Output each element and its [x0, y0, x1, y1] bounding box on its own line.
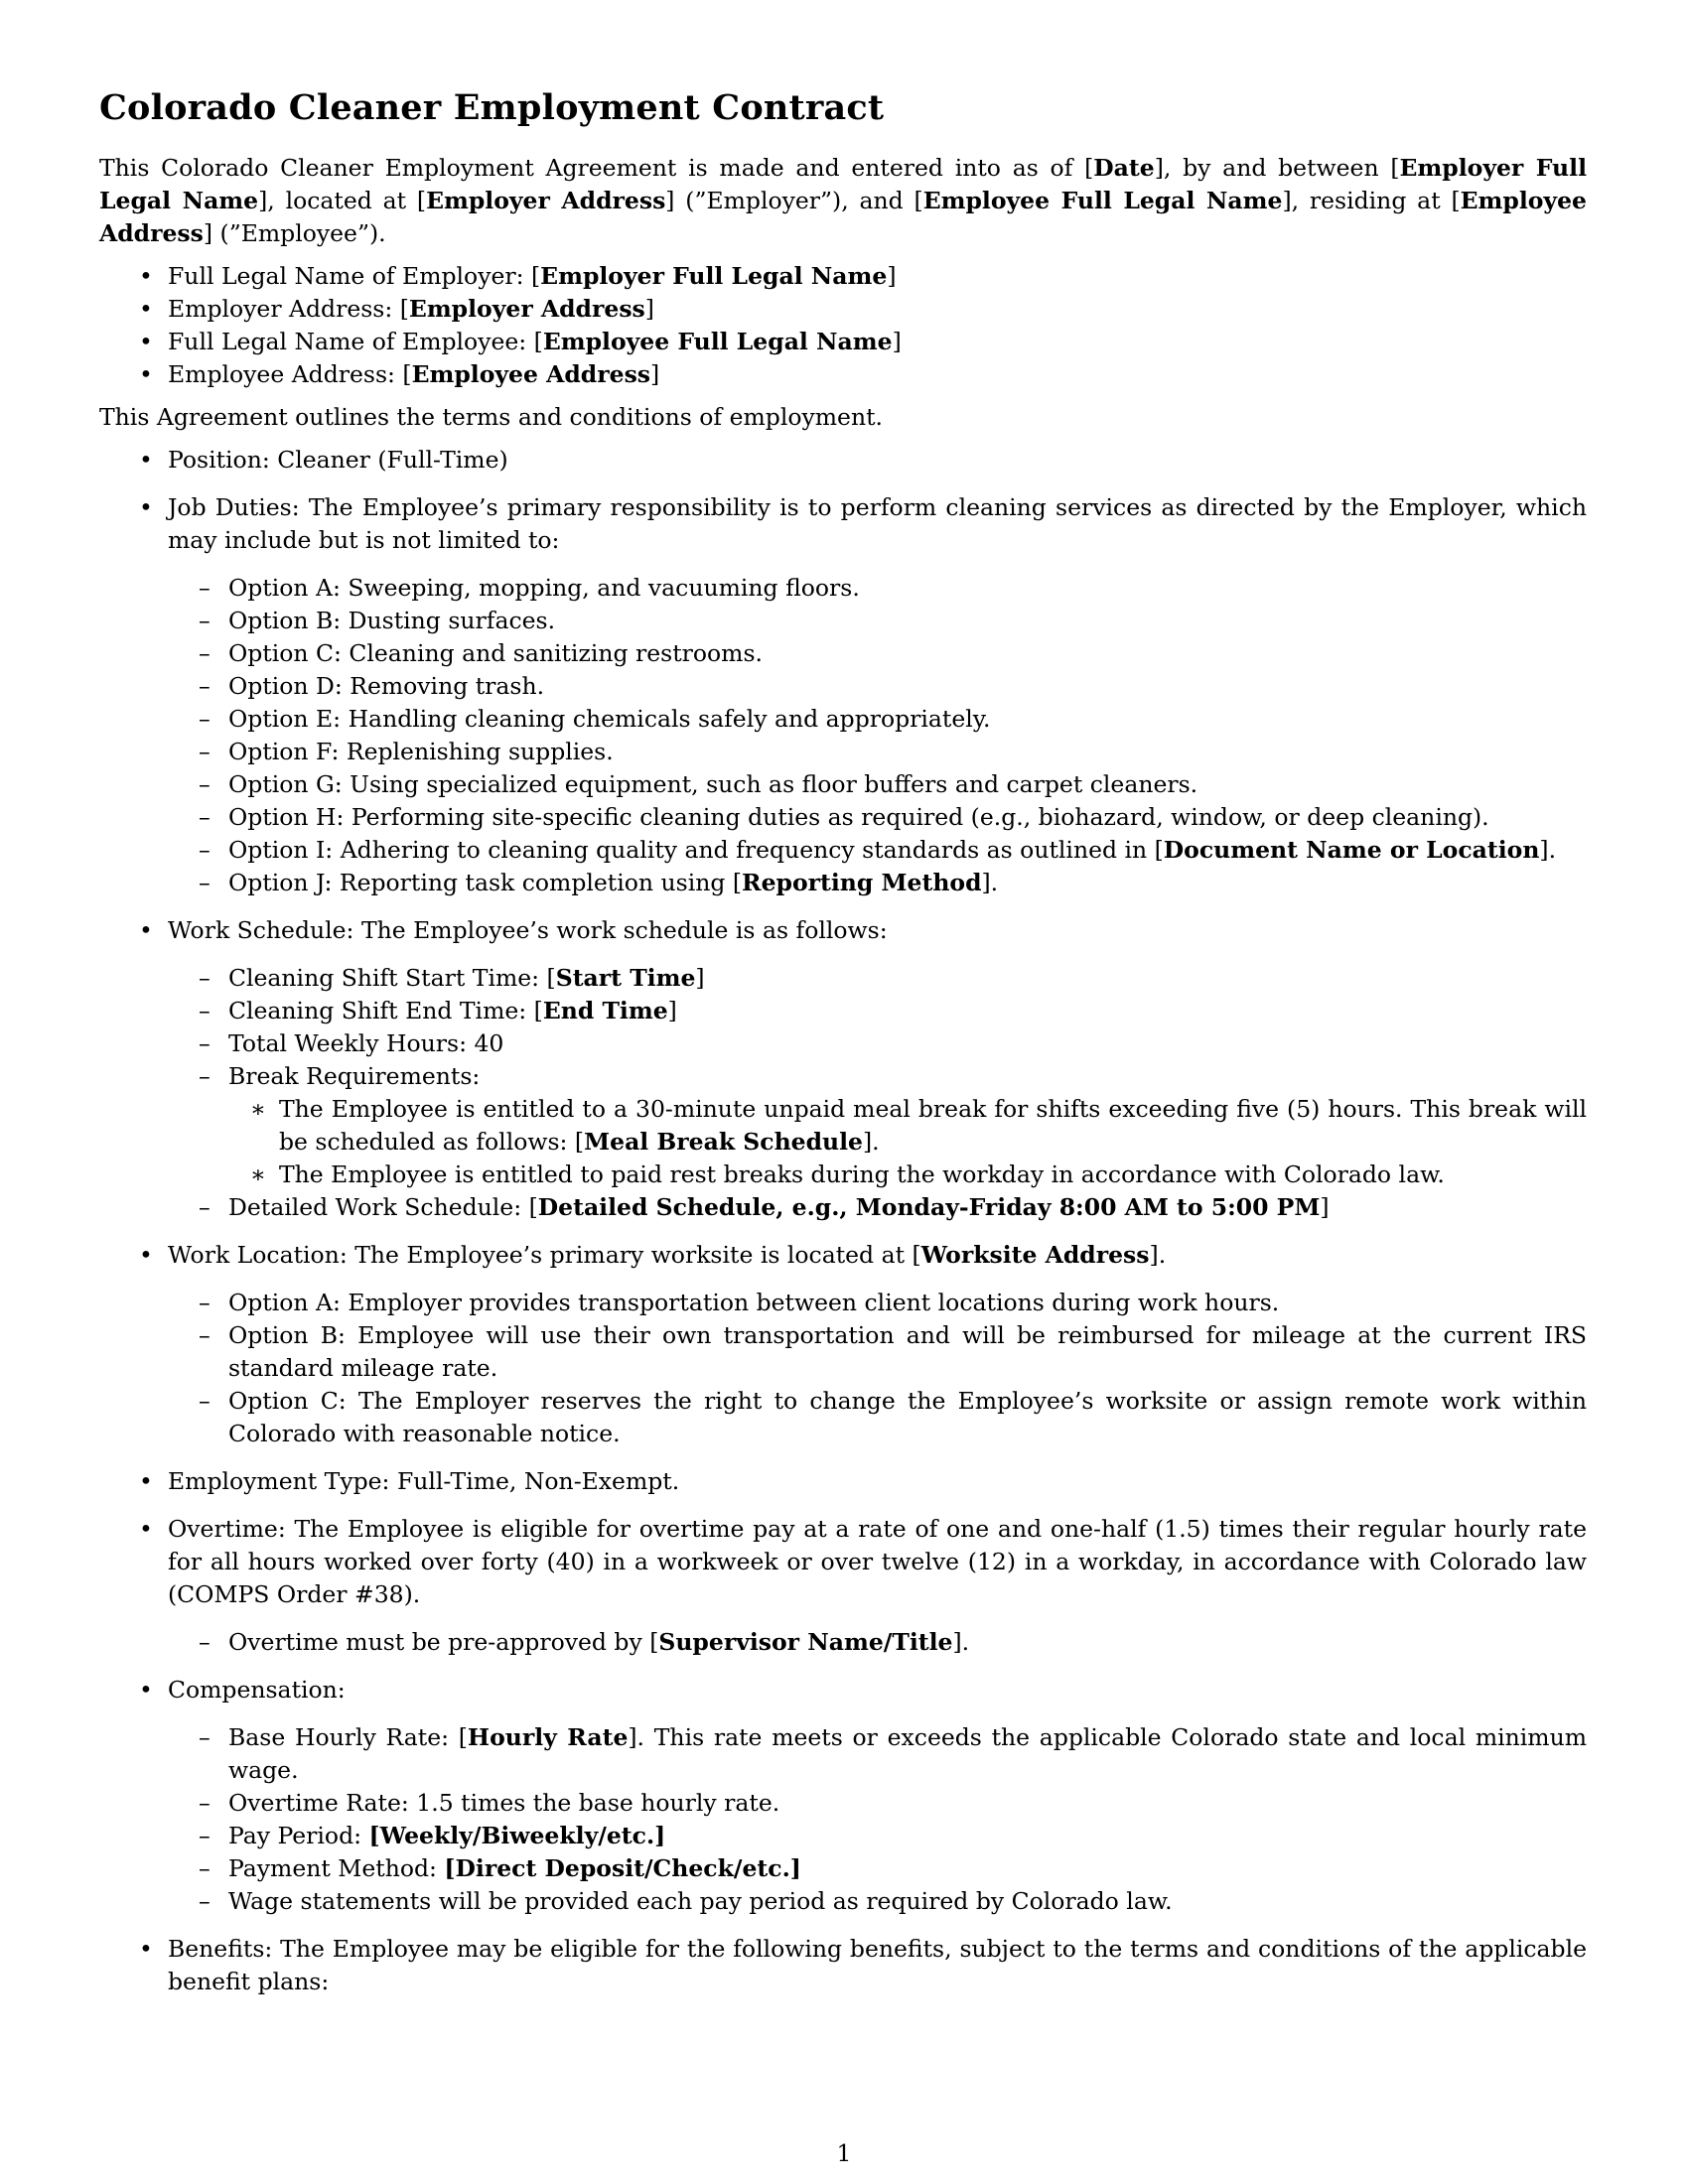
- worksite-placeholder: Worksite Address: [920, 1241, 1150, 1269]
- approval-text: Overtime must be pre-approved by [: [228, 1628, 659, 1656]
- meal-break-placeholder: Meal Break Schedule: [584, 1128, 864, 1156]
- list-item: [99, 293, 1587, 326]
- job-duties-text: Job Duties: The Employee’s primary responsibility is to perform cleaning services as directed by the Employer, which may include but is not limited to:: [168, 493, 1587, 554]
- list-item: – Total Weekly Hours: 40: [168, 1027, 1587, 1060]
- payment-method-placeholder: [Direct Deposit/Check/etc.]: [444, 1854, 801, 1882]
- pay-period-placeholder: [Weekly/Biweekly/etc.]: [368, 1822, 666, 1849]
- bracket: ]: [695, 964, 705, 992]
- hourly-rate-placeholder: Hourly Rate: [467, 1723, 629, 1751]
- break-requirements-list: [228, 1093, 1587, 1191]
- intro-text: ], residing at [: [1282, 187, 1461, 214]
- base-rate-label: Base Hourly Rate: [: [228, 1723, 468, 1751]
- option-end: ].: [1539, 836, 1557, 864]
- list-item: [168, 1626, 1587, 1659]
- list-item: [228, 1093, 1587, 1159]
- page-title: Colorado Cleaner Employment Contract: [99, 87, 885, 128]
- work-location-options: [168, 1287, 1587, 1450]
- list-item: [168, 1721, 1587, 1787]
- overtime-item: [99, 1513, 1587, 1659]
- list-item: [168, 1820, 1587, 1852]
- meal-break-text: The Employee is entitled to a 30-minute unpaid meal break for shifts exceeding five (5) hours. This break will be scheduled as follows: [: [279, 1095, 1587, 1156]
- intro-text: ], located at [: [258, 187, 427, 214]
- list-item: – Option C: The Employer reserves the right to change the Employee’s worksite or assign remote work within Colorado with reasonable notice.: [168, 1385, 1587, 1450]
- party-end: ]: [887, 262, 897, 290]
- document-page: [99, 85, 1587, 1998]
- base-rate-text: ]. This rate meets or exceeds the applicable Colorado state and local minimum wage.: [228, 1723, 1587, 1784]
- list-item: – Wage statements will be provided each pay period as required by Colorado law.: [168, 1885, 1587, 1918]
- party-label: Full Legal Name of Employer: [: [168, 262, 541, 290]
- list-item: – Overtime Rate: 1.5 times the base hourly rate.: [168, 1787, 1587, 1820]
- intro-text: This Colorado Cleaner Employment Agreement is made and entered into as of [: [99, 154, 1094, 182]
- work-location-item: [99, 1239, 1587, 1450]
- employer-name-placeholder: Employer Full Legal Name: [99, 154, 1587, 214]
- bracket: ].: [863, 1128, 880, 1156]
- supervisor-placeholder: Supervisor Name/Title: [658, 1628, 953, 1656]
- list-item: [168, 1060, 1587, 1191]
- list-item: ∗ The Employee is entitled to paid rest breaks during the workday in accordance with Colorado law.: [228, 1159, 1587, 1191]
- date-placeholder: Date: [1093, 154, 1155, 182]
- start-label: Cleaning Shift Start Time: [: [228, 964, 556, 992]
- compensation-item: [99, 1674, 1587, 1918]
- party-label: Employer Address: [: [168, 295, 409, 323]
- end-placeholder: End Time: [542, 997, 668, 1024]
- list-item: [168, 834, 1587, 867]
- job-duties-options: [168, 572, 1587, 899]
- intro-text: ] (”Employer”), and [: [665, 187, 923, 214]
- list-item: [168, 1191, 1587, 1224]
- work-location-text: Work Location: The Employee’s primary worksite is located at [: [168, 1241, 921, 1269]
- party-value: Employer Full Legal Name: [540, 262, 888, 290]
- job-duties-item: [99, 491, 1587, 899]
- party-end: ]: [892, 328, 902, 355]
- reporting-placeholder: Reporting Method: [742, 869, 982, 896]
- bracket: ].: [1149, 1241, 1167, 1269]
- party-end: ]: [650, 360, 660, 388]
- pay-period-label: Pay Period:: [228, 1822, 369, 1849]
- party-label: Full Legal Name of Employee: [: [168, 328, 543, 355]
- party-value: Employer Address: [408, 295, 645, 323]
- list-item: [168, 1852, 1587, 1885]
- list-item: [99, 326, 1587, 358]
- break-requirements-label: Break Requirements:: [228, 1062, 481, 1090]
- bracket: ].: [952, 1628, 970, 1656]
- list-item: – Option C: Cleaning and sanitizing restrooms.: [168, 637, 1587, 670]
- overtime-details: [168, 1626, 1587, 1659]
- bracket: ]: [1320, 1193, 1330, 1221]
- compensation-details: [168, 1721, 1587, 1918]
- benefits-item: [99, 1933, 1587, 1998]
- work-schedule-text: Work Schedule: The Employee’s work schedule is as follows:: [168, 916, 888, 944]
- option-end: ].: [981, 869, 999, 896]
- employment-type-text: Employment Type: Full-Time, Non-Exempt.: [168, 1467, 680, 1495]
- list-item: – Option E: Handling cleaning chemicals safely and appropriately.: [168, 703, 1587, 736]
- page-number: 1: [836, 2139, 852, 2167]
- detailed-schedule-placeholder: Detailed Schedule, e.g., Monday-Friday 8:00 AM to 5:00 PM: [537, 1193, 1321, 1221]
- list-item: [168, 962, 1587, 995]
- outline-paragraph: This Agreement outlines the terms and conditions of employment.: [99, 403, 884, 431]
- start-placeholder: Start Time: [555, 964, 696, 992]
- work-schedule-details: [168, 962, 1587, 1224]
- option-text: Option J: Reporting task completion using [: [228, 869, 743, 896]
- list-item: – Option A: Sweeping, mopping, and vacuuming floors.: [168, 572, 1587, 605]
- list-item: – Option D: Removing trash.: [168, 670, 1587, 703]
- list-item: [168, 995, 1587, 1027]
- position-item: [99, 444, 1587, 477]
- option-text: Option I: Adhering to cleaning quality and frequency standards as outlined in [: [228, 836, 1164, 864]
- parties-list: [99, 260, 1587, 391]
- work-schedule-item: [99, 914, 1587, 1224]
- list-item: [99, 358, 1587, 391]
- benefits-text: Benefits: The Employee may be eligible for the following benefits, subject to the terms and conditions of the applicable benefit plans:: [168, 1935, 1587, 1995]
- terms-list: [99, 444, 1587, 1998]
- document-placeholder: Document Name or Location: [1163, 836, 1540, 864]
- party-label: Employee Address: [: [168, 360, 412, 388]
- list-item: – Option H: Performing site-specific cleaning duties as required (e.g., biohazard, window, or deep cleaning).: [168, 801, 1587, 834]
- list-item: – Option A: Employer provides transportation between client locations during work hours.: [168, 1287, 1587, 1319]
- employee-address-placeholder: Employee Address: [99, 187, 1587, 247]
- employer-address-placeholder: Employer Address: [426, 187, 666, 214]
- intro-text: ] (”Employee”).: [203, 219, 386, 247]
- detailed-schedule-label: Detailed Work Schedule: [: [228, 1193, 538, 1221]
- end-label: Cleaning Shift End Time: [: [228, 997, 543, 1024]
- overtime-text: Overtime: The Employee is eligible for overtime pay at a rate of one and one-half (1.5) times their regular hourly rate for all hours worked over forty (40) in a workweek or over twelve (12) in a workday, in accordance with Colorado law (COMPS Order #38).: [168, 1515, 1587, 1608]
- list-item: [168, 867, 1587, 899]
- bracket: ]: [667, 997, 677, 1024]
- list-item: – Option B: Dusting surfaces.: [168, 605, 1587, 637]
- position-text: Position: Cleaner (Full-Time): [168, 446, 508, 474]
- compensation-label: Compensation:: [168, 1676, 346, 1704]
- party-end: ]: [644, 295, 654, 323]
- list-item: – Option G: Using specialized equipment, such as floor buffers and carpet cleaners.: [168, 768, 1587, 801]
- employee-name-placeholder: Employee Full Legal Name: [922, 187, 1283, 214]
- payment-method-label: Payment Method:: [228, 1854, 445, 1882]
- party-value: Employee Full Legal Name: [542, 328, 893, 355]
- party-value: Employee Address: [411, 360, 651, 388]
- intro-text: ], by and between [: [1154, 154, 1400, 182]
- intro-paragraph: [99, 152, 1587, 250]
- employment-type-item: [99, 1465, 1587, 1498]
- list-item: – Option B: Employee will use their own transportation and will be reimbursed for mileage at the current IRS standard mileage rate.: [168, 1319, 1587, 1385]
- list-item: – Option F: Replenishing supplies.: [168, 736, 1587, 768]
- list-item: [99, 260, 1587, 293]
